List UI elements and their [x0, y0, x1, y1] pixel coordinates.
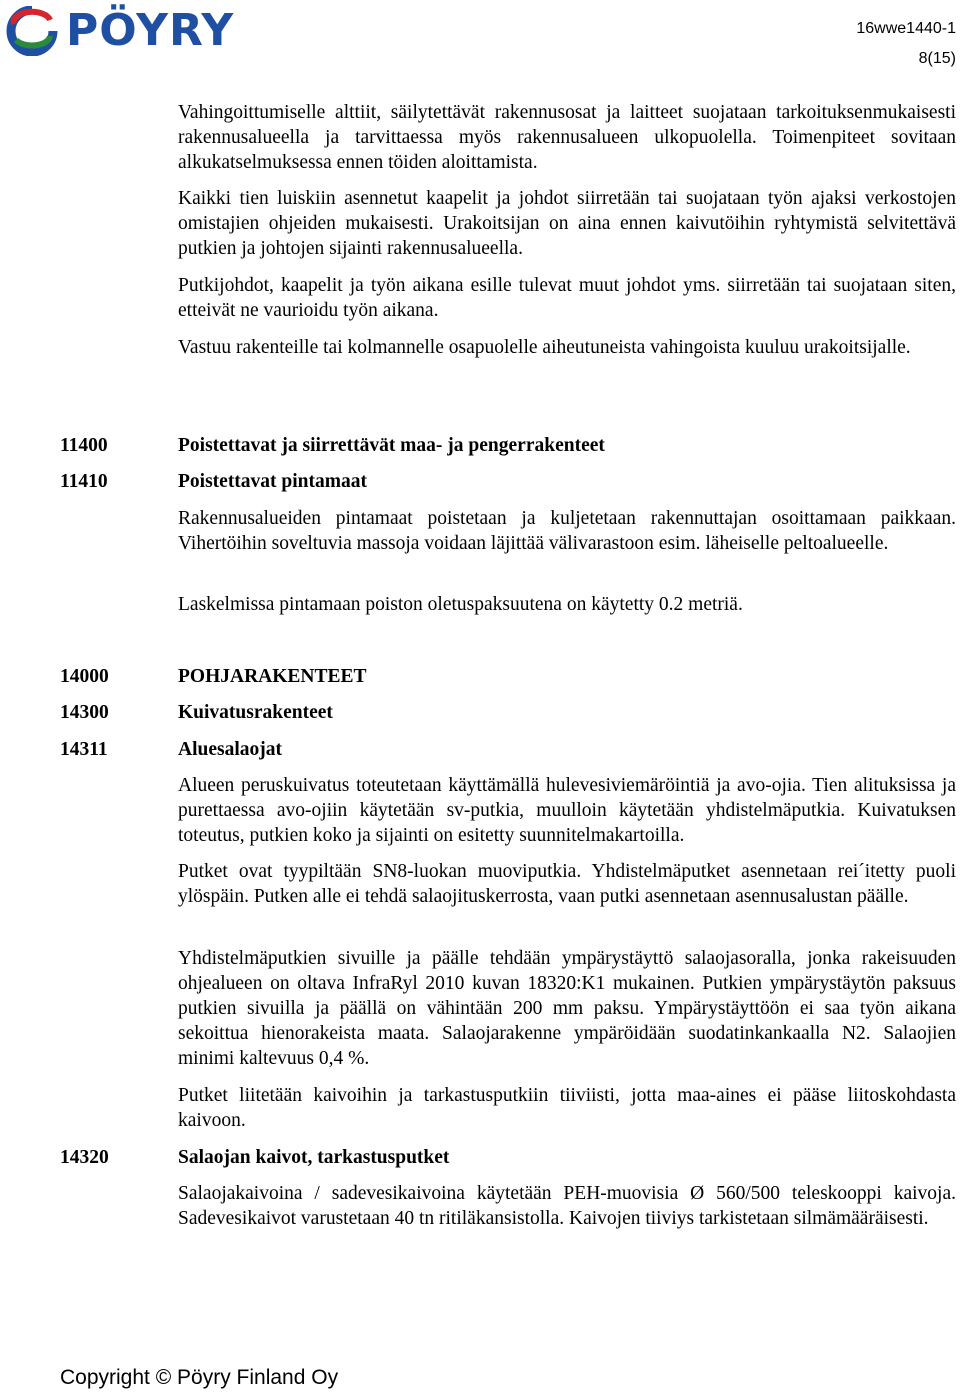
body-paragraph: Rakennusalueiden pintamaat poistetaan ja kuljetetaan rakennuttajan osoittamaan paikkaan. Vihertöihin soveltuvia massoja voidaan läjittää välivarastoon esim. läheiselle peltoalueelle. [178, 508, 956, 554]
footer-copyright: Copyright © Pöyry Finland Oy [60, 1366, 339, 1389]
section-heading-14320 [60, 1145, 940, 1170]
section-heading-14300 [60, 700, 940, 725]
section-heading-11410 [60, 469, 940, 494]
section-number: 14300 [60, 702, 109, 723]
section-number: 14000 [60, 666, 109, 687]
section-heading-14000 [60, 664, 940, 689]
section-title: Kuivatusrakenteet [178, 702, 333, 723]
poyry-logo [4, 6, 244, 56]
body-paragraph: Yhdistelmäputkien sivuille ja päälle tehdään ympärystäyttö salaojasoralla, jonka rakeisuuden ohjealueen on oltava InfraRyl 2010 kuvan 18320:K1 mukainen. Putkien ympärystäytön paksuus putkien sivuilla ja päällä on vähintään 200 mm paksu. Ympärystäyttöön ei saa työn aikana sekoittua hienorakeista maata. Salaojarakenne ympäröidään suodatinkankaalla N2. Salaojien minimi kaltevuus 0,4 %. [178, 948, 956, 1069]
section-title: Aluesalaojat [178, 739, 282, 760]
section-number: 14311 [60, 739, 108, 760]
section-heading-11400 [60, 433, 940, 458]
body-paragraph: Putket liitetään kaivoihin ja tarkastusputkiin tiiviisti, jotta maa-aines ei pääse liitoskohdasta kaivoon. [178, 1085, 956, 1131]
document-id: 16wwe1440-1 [856, 20, 956, 37]
body-paragraph: Alueen peruskuivatus toteutetaan käyttämällä hulevesiviemäröintiä ja avo-ojia. Tien alituksissa ja purettaessa avo-ojiin käytetään sv-putkia, muulloin käytetään yhdistelmäputkia. Kuivatuksen toteutus, putkien koko ja sijainti on esitetty suunnitelmakartoilla. [178, 775, 956, 846]
poyry-swirl-icon [4, 6, 60, 56]
body-paragraph: Putkijohdot, kaapelit ja työn aikana esille tulevat muut johdot yms. siirretään tai suojataan siten, etteivät ne vaurioidu työn aikana. [178, 275, 956, 321]
section-title: Salaojan kaivot, tarkastusputket [178, 1147, 450, 1168]
section-title: POHJARAKENTEET [178, 666, 367, 687]
section-number: 11400 [60, 435, 108, 456]
section-title: Poistettavat ja siirrettävät maa- ja pengerrakenteet [178, 435, 605, 456]
section-heading-14311 [60, 737, 940, 762]
body-paragraph: Salaojakaivoina / sadevesikaivoina käytetään PEH-muovisia Ø 560/500 teleskooppi kaivoja. Sadevesikaivot varustetaan 40 tn ritiläkansistolla. Kaivojen tiiviys tarkistetaan silmämääräisesti. [178, 1183, 956, 1229]
body-paragraph: Kaikki tien luiskiin asennetut kaapelit ja johdot siirretään tai suojataan työn ajaksi verkostojen omistajien ohjeiden mukaisesti. Urakoitsijan on aina ennen kaivutöihin ryhtymistä selvitettävä putkien ja johtojen sijainti rakennusalueella. [178, 188, 956, 259]
section-title: Poistettavat pintamaat [178, 471, 368, 492]
body-paragraph: Laskelmissa pintamaan poiston oletuspaksuutena on käytetty 0.2 metriä. [178, 594, 743, 615]
section-number: 14320 [60, 1147, 109, 1168]
section-number: 11410 [60, 471, 108, 492]
body-paragraph: Vahingoittumiselle alttiit, säilytettävät rakennusosat ja laitteet suojataan tarkoituksenmukaisesti rakennusalueella ja tarvittaessa myös rakennusalueen ulkopuolella. Toimenpiteet sovitaan alkukatselmuksessa ennen töiden aloittamista. [178, 102, 956, 173]
body-paragraph: Vastuu rakenteille tai kolmannelle osapuolelle aiheutuneista vahingoista kuuluu urakoitsijalle. [178, 337, 911, 358]
logo-wordmark: PÖYRY [66, 5, 235, 56]
body-paragraph: Putket ovat tyypiltään SN8-luokan muoviputkia. Yhdistelmäputket asennetaan rei´itetty puoli ylöspäin. Putken alle ei tehdä salaojituskerrosta, vaan putki asennetaan asennusalustan päälle. [178, 861, 956, 907]
page-number: 8(15) [918, 50, 956, 67]
